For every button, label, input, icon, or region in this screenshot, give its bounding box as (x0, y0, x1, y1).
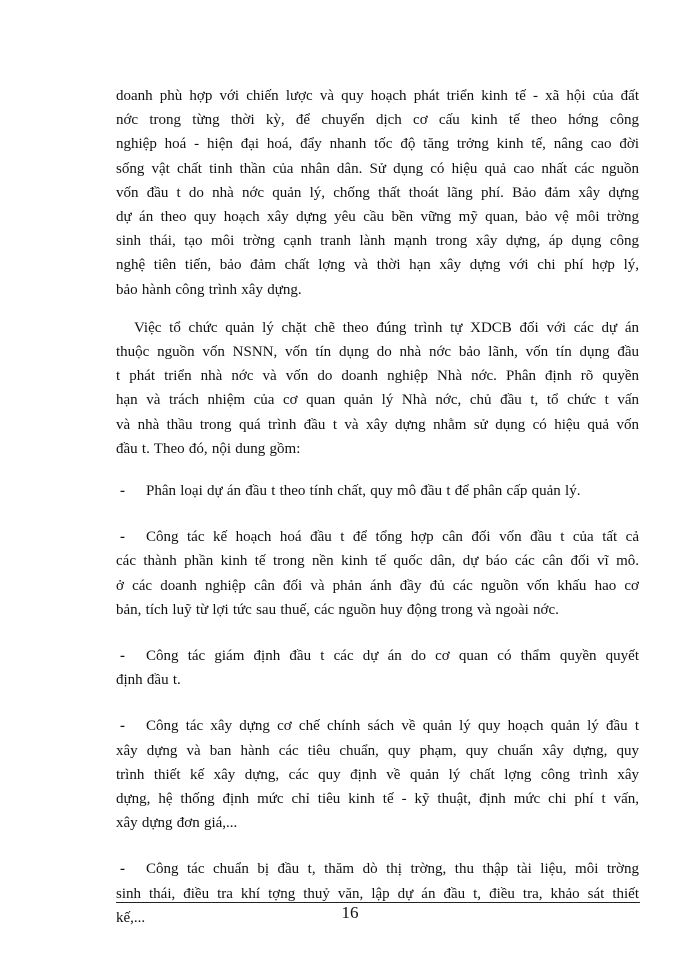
bullet-text: Công tác chuẩn bị đầu t, thăm dò thị trờng, thu thập tài liệu, môi trờng (146, 861, 639, 878)
paragraph-spacer (116, 503, 639, 525)
text-line (116, 644, 639, 668)
bullet-dash: - (120, 483, 125, 500)
text-line: trình thiết kế xây dựng, các quy định về quản lý chất lợng công trình xây (116, 766, 639, 783)
text-line (116, 479, 639, 503)
text-line: nghệ tiên tiến, bảo đảm chất lợng và thời hạn xây dựng với chi phí hợp lý, (116, 257, 639, 274)
text-line: bảo hành công trình xây dựng. (116, 281, 302, 298)
paragraph-spacer (116, 692, 639, 714)
text-line: vốn đầu t do nhà nớc quản lý, chống thất thoát lãng phí. Bảo đảm xây dựng (116, 184, 639, 201)
text-line (116, 857, 639, 881)
text-line: và nhà thầu trong quá trình đầu t và xây dựng nhằm sử dụng có hiệu quả vốn (116, 416, 639, 433)
bullet-item-3 (116, 644, 639, 692)
text-line: định đầu t. (116, 672, 181, 689)
bullet-text: Công tác giám định đầu t các dự án do cơ quan có thẩm quyền quyết (146, 648, 639, 665)
text-line: kế,... (116, 909, 146, 926)
page-number: 16 (341, 903, 359, 922)
text-line: hạn và trách nhiệm của cơ quan quản lý Nhà nớc, chủ đầu t, tổ chức t vấn (116, 392, 639, 409)
text-line: đầu t. Theo đó, nội dung gồm: (116, 440, 301, 457)
text-line: doanh phù hợp với chiến lược và quy hoạch phát triển kinh tế - xã hội của đất (116, 88, 639, 104)
paragraph-spacer (116, 461, 639, 479)
bullet-dash: - (120, 861, 125, 878)
paragraph-2 (116, 316, 639, 461)
bullet-text: Phân loại dự án đầu t theo tính chất, quy mô đầu t để phân cấp quản lý. (146, 483, 581, 500)
text-line (116, 714, 639, 738)
text-line: ở các doanh nghiệp cân đối và phản ánh đầy đủ các nguồn vốn khấu hao cơ (116, 577, 639, 594)
text-line: xây dựng và ban hành các tiêu chuẩn, quy phạm, quy chuẩn xây dựng, quy (116, 742, 639, 759)
bullet-dash: - (120, 529, 125, 546)
bullet-item-4 (116, 714, 639, 835)
text-line: xây dựng đơn giá,... (116, 815, 238, 832)
text-line: dự án theo quy hoạch xây dựng yêu cầu bền vững mỹ quan, bảo vệ môi trờng (116, 209, 639, 226)
text-line: các thành phần kinh tế trong nền kinh tế quốc dân, dự báo các cân đối vĩ mô. (116, 553, 639, 570)
text-line: Việc tổ chức quản lý chặt chẽ theo đúng trình tự XDCB đối với các dự án (134, 319, 639, 336)
text-line: bản, tích luỹ từ lợi tức sau thuế, các nguồn huy động trong và ngoài nớc. (116, 601, 559, 618)
text-line: sống vật chất tinh thần của nhân dân. Sử dụng có hiệu quả cao nhất các nguồn (116, 160, 639, 177)
paragraph-1 (116, 84, 639, 302)
text-line (116, 525, 639, 549)
bullet-item-2 (116, 525, 639, 622)
text-line: nghiệp hoá - hiện đại hoá, đẩy nhanh tốc độ tăng trởng kinh tế, nâng cao đời (116, 136, 639, 153)
page-body (116, 84, 639, 930)
text-line: t phát triển nhà nớc và vốn do doanh nghiệp Nhà nớc. Phân định rõ quyền (116, 368, 639, 385)
text-line: thuộc nguồn vốn NSNN, vốn tín dụng do nhà nớc bảo lãnh, vốn tín dụng đầu (116, 344, 639, 361)
paragraph-spacer (116, 835, 639, 857)
bullet-text: Công tác kế hoạch hoá đầu t để tổng hợp cân đối vốn đầu t của tất cả (146, 529, 639, 546)
text-line: sinh thái, điều tra khí tợng thuỷ văn, lập dự án đầu t, điều tra, khảo sát thiết (116, 885, 639, 902)
bullet-dash: - (120, 648, 125, 665)
bullet-dash: - (120, 718, 125, 735)
bullet-text: Công tác xây dựng cơ chế chính sách về quản lý quy hoạch quản lý đầu t (146, 718, 639, 735)
paragraph-spacer (116, 622, 639, 644)
text-line: nớc trong từng thời kỳ, để chuyển dịch cơ cấu kinh tế theo hớng công (116, 112, 639, 129)
paragraph-spacer (116, 302, 639, 316)
bullet-item-1 (116, 479, 639, 503)
text-line: dựng, hệ thống định mức chỉ tiêu kinh tế - kỹ thuật, định mức chi phí t vấn, (116, 791, 639, 808)
text-line: sinh thái, tạo môi trờng cạnh tranh lành mạnh trong xây dựng, áp dụng công (116, 233, 639, 250)
